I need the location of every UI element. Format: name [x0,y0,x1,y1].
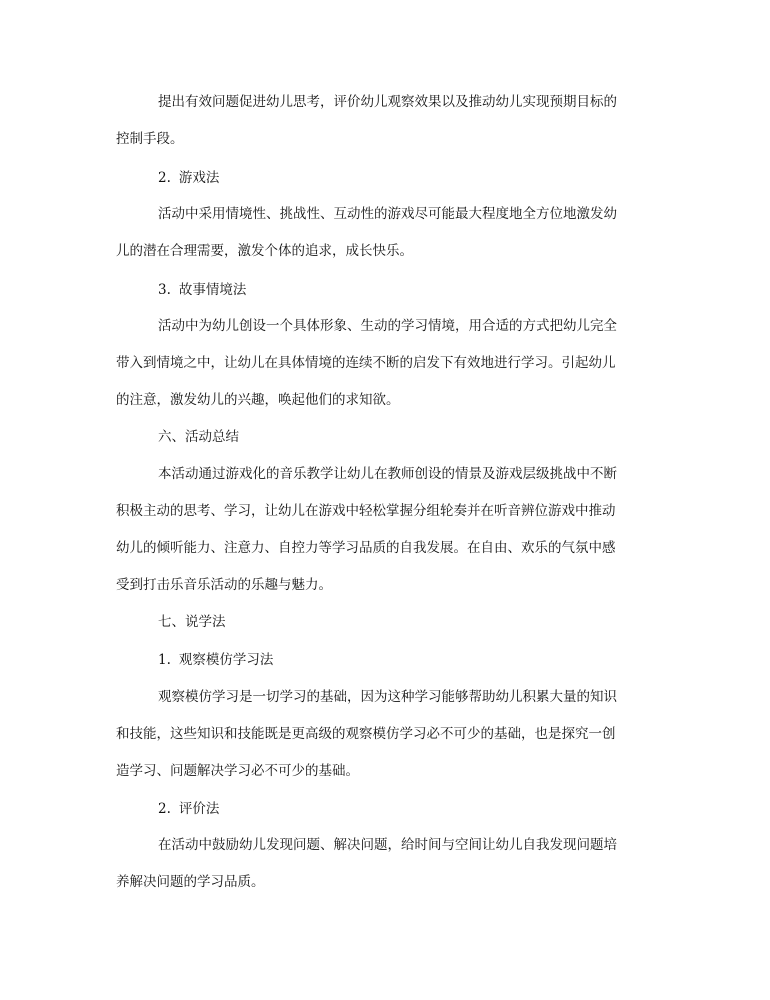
heading-text: 七、说学法 [158,614,226,630]
heading-number: 2. [158,170,171,186]
heading-text: 游戏法 [178,170,220,186]
paragraph-line: 提出有效问题促进幼儿思考，评价幼儿观察效果以及推动幼儿实现预期目标的 [158,94,617,110]
paragraph-line: 受到打击乐音乐活动的乐趣与魅力。 [116,577,332,593]
paragraph-line: 积极主动的思考、学习，让幼儿在游戏中轻松掌握分组轮奏并在听音辨位游戏中推动 [116,503,616,519]
paragraph-line: 带入到情境之中，让幼儿在具体情境的连续不断的启发下有效地进行学习。引起幼儿 [116,355,616,371]
paragraph-line: 幼儿的倾听能力、注意力、自控力等学习品质的自我发展。在自由、欢乐的气氛中感 [116,540,616,556]
section-heading [158,427,239,447]
paragraph-line: 观察模仿学习是一切学习的基础，因为这种学习能够帮助幼儿积累大量的知识 [158,689,617,705]
paragraph-line: 活动中采用情境性、挑战性、互动性的游戏尽可能最大程度地全方位地激发幼 [158,206,617,222]
section-heading [158,168,219,188]
paragraph-line: 在活动中鼓励幼儿发现问题、解决问题，给时间与空间让幼儿自我发现问题培 [158,837,617,853]
heading-text: 观察模仿学习法 [178,652,274,668]
paragraph-line: 的注意，激发幼儿的兴趣，唤起他们的求知欲。 [116,392,400,408]
heading-text: 六、活动总结 [158,429,239,445]
heading-text: 评价法 [178,801,220,817]
heading-number: 1. [158,652,171,668]
paragraph-line: 控制手段。 [116,131,184,147]
section-heading [158,650,273,670]
paragraph-line: 和技能，这些知识和技能既是更高级的观察模仿学习必不可少的基础，也是探究一创 [116,726,616,742]
section-heading [158,280,246,300]
heading-text: 故事情境法 [178,282,247,298]
paragraph-line: 本活动通过游戏化的音乐教学让幼儿在教师创设的情景及游戏层级挑战中不断 [158,466,617,482]
section-heading [158,799,219,819]
heading-number: 2. [158,801,171,817]
paragraph-line: 活动中为幼儿创设一个具体形象、生动的学习情境，用合适的方式把幼儿完全 [158,318,617,334]
paragraph-line: 养解决问题的学习品质。 [116,874,265,890]
heading-number: 3. [158,282,171,298]
paragraph-line: 儿的潜在合理需要，激发个体的追求，成长快乐。 [116,243,413,259]
paragraph-line: 造学习、问题解决学习必不可少的基础。 [116,763,359,779]
section-heading [158,612,226,632]
